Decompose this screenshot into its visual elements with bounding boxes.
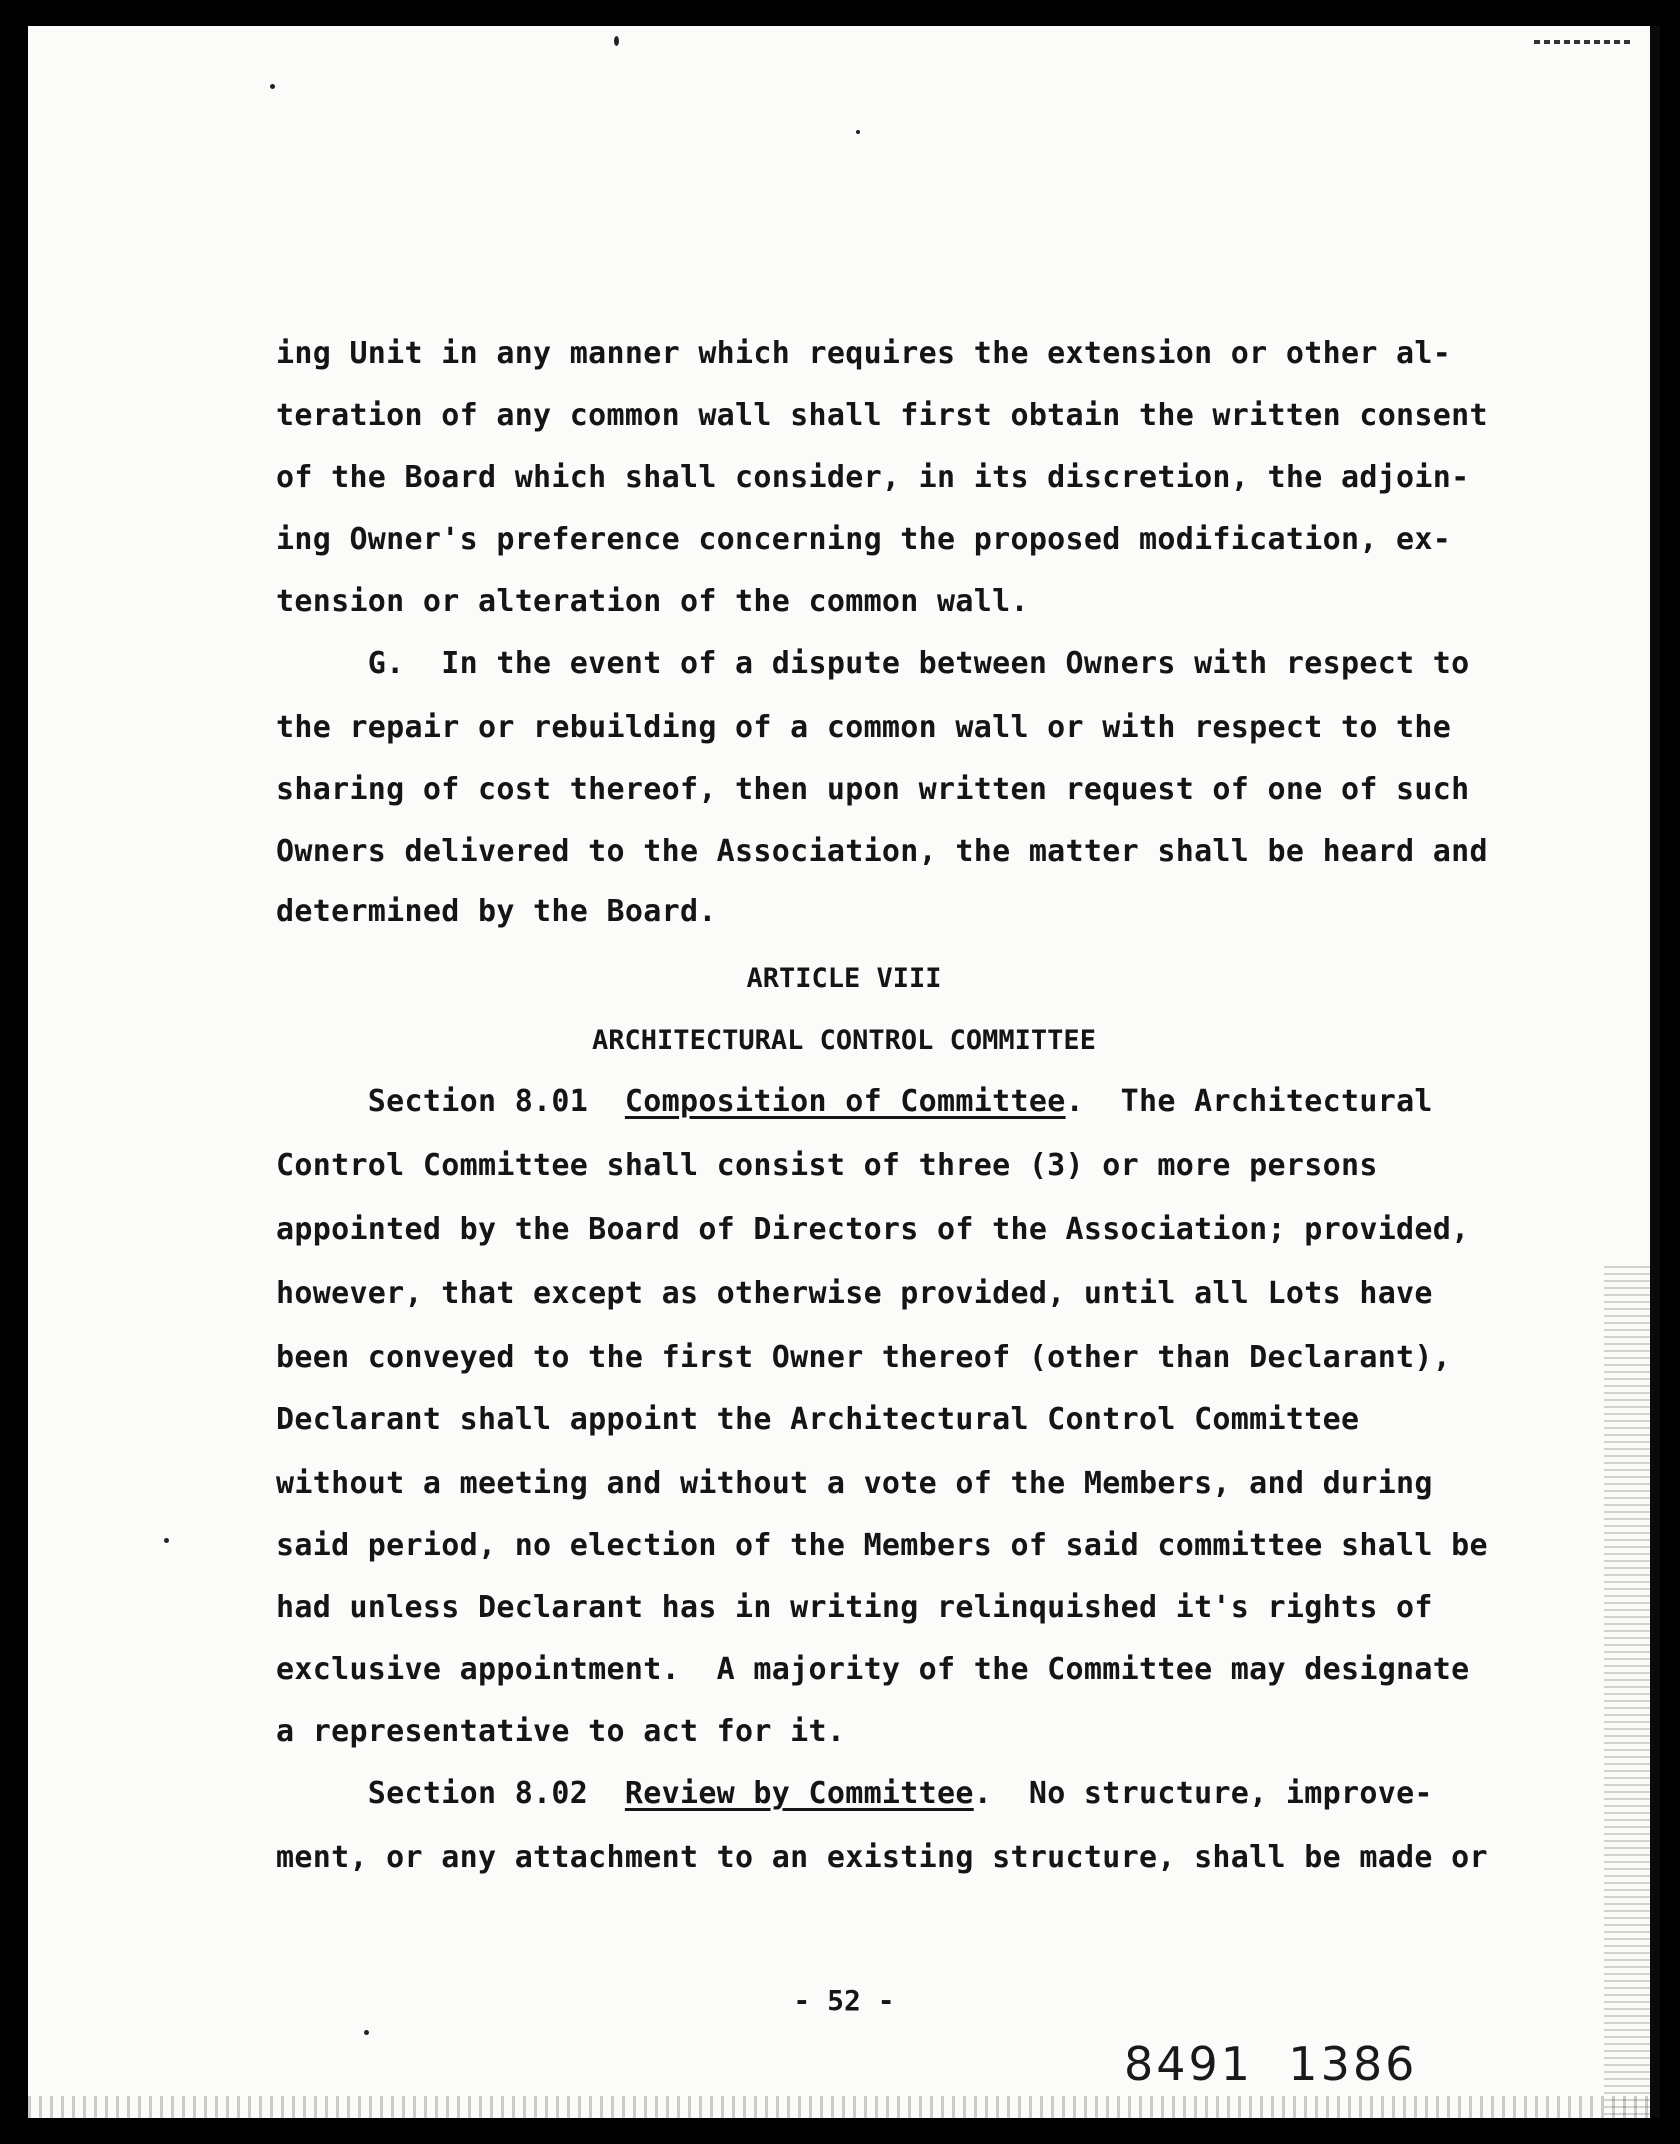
text-line: teration of any common wall shall first obtain the written consent bbox=[276, 398, 1488, 433]
text-line: ment, or any attachment to an existing structure, shall be made or bbox=[276, 1840, 1488, 1875]
text-line: a representative to act for it. bbox=[276, 1714, 846, 1749]
text-line: had unless Declarant has in writing relinquished it's rights of bbox=[276, 1590, 1433, 1625]
text-line: Declarant shall appoint the Architectural Control Committee bbox=[276, 1402, 1360, 1437]
text-line: of the Board which shall consider, in its discretion, the adjoin- bbox=[276, 460, 1470, 495]
section-heading-line bbox=[276, 1776, 1616, 1812]
text-line: ing Unit in any manner which requires the extension or other al- bbox=[276, 336, 1452, 371]
document-page bbox=[28, 26, 1660, 2118]
section-first-line-text: . No structure, improve- bbox=[973, 1776, 1433, 1811]
scan-speck bbox=[270, 84, 275, 89]
text-line: however, that except as otherwise provided, until all Lots have bbox=[276, 1276, 1433, 1311]
scan-speck bbox=[856, 130, 860, 134]
text-line: determined by the Board. bbox=[276, 894, 717, 929]
scan-artifact-top bbox=[1534, 40, 1630, 44]
scan-speck bbox=[364, 2030, 369, 2035]
text-line: said period, no election of the Members of said committee shall be bbox=[276, 1528, 1488, 1563]
page-number: - 52 - bbox=[793, 1984, 895, 2017]
text-line: tension or alteration of the common wall. bbox=[276, 584, 1029, 619]
text-line: been conveyed to the first Owner thereof (other than Declarant), bbox=[276, 1340, 1452, 1375]
text-line: appointed by the Board of Directors of the Association; provided, bbox=[276, 1212, 1470, 1247]
scan-artifact-bottom-edge bbox=[28, 2096, 1650, 2118]
section-title: Composition of Committee bbox=[624, 1084, 1066, 1119]
text-line: G. In the event of a dispute between Owners with respect to bbox=[276, 646, 1470, 681]
text-line: without a meeting and without a vote of the Members, and during bbox=[276, 1466, 1433, 1501]
section-heading-line bbox=[276, 1084, 1616, 1120]
text-line: sharing of cost thereof, then upon written request of one of such bbox=[276, 772, 1470, 807]
section-title: Review by Committee bbox=[624, 1776, 974, 1811]
text-line: exclusive appointment. A majority of the Committee may designate bbox=[276, 1652, 1470, 1687]
recording-book-page-stamp: 8491 1386 bbox=[1124, 2037, 1418, 2091]
text-line: ing Owner's preference concerning the proposed modification, ex- bbox=[276, 522, 1452, 557]
scan-speck bbox=[614, 36, 619, 46]
scan-speck bbox=[164, 1538, 169, 1543]
text-line: Control Committee shall consist of three (3) or more persons bbox=[276, 1148, 1378, 1183]
article-title-heading: ARCHITECTURAL CONTROL COMMITTEE bbox=[592, 1025, 1096, 1056]
text-line: the repair or rebuilding of a common wall or with respect to the bbox=[276, 710, 1452, 745]
article-number-heading: ARTICLE VIII bbox=[746, 963, 942, 994]
section-number: Section 8.01 bbox=[276, 1084, 625, 1119]
section-first-line-text: . The Architectural bbox=[1065, 1084, 1433, 1119]
section-number: Section 8.02 bbox=[276, 1776, 625, 1811]
text-line: Owners delivered to the Association, the matter shall be heard and bbox=[276, 834, 1488, 869]
